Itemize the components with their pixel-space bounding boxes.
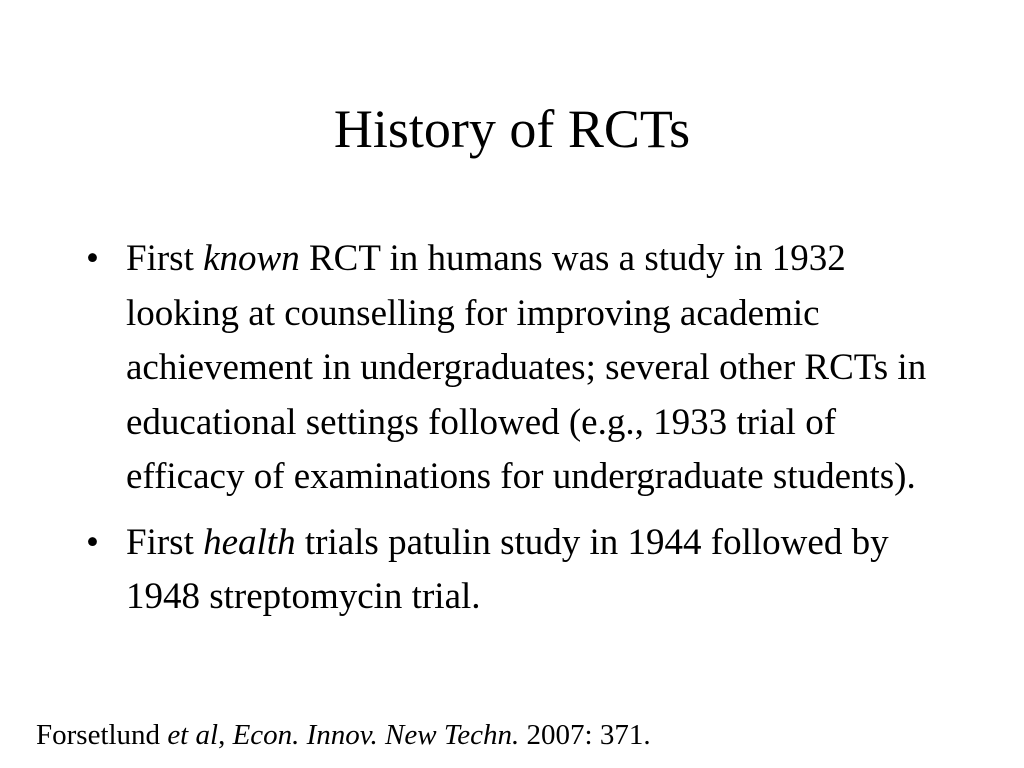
bullet-dot-icon: • [86,521,99,563]
bullet-item-1 [78,232,928,505]
bullet-2-prefix: First [126,521,204,563]
bullet-1-prefix: First [126,238,204,279]
bullet-dot-icon: • [86,238,99,279]
footnote-etal: et al [167,719,219,751]
bullet-list [78,232,928,636]
bullet-2-text: trials patulin study in 1944 followed by 1948 streptomycin trial. [126,521,889,617]
footnote-author: Forsetlund [36,719,168,751]
footnote-citation [36,718,651,753]
bullet-2-emphasis: health [203,521,296,563]
bullet-item-2 [78,516,928,625]
bullet-1-emphasis: known [203,238,300,279]
bullet-1-text: RCT in humans was a study in 1932 looking at counselling for improving academic achievement in undergraduates; several other RCTs in educational settings followed (e.g., 1933 trial of efficacy of examinations for undergraduate students). [126,238,927,497]
footnote-comma: , [218,719,233,751]
footnote-year-page: 2007: 371. [519,719,651,751]
slide-title: History of RCTs [333,99,691,159]
footnote-journal: Econ. Innov. New Techn. [232,719,520,751]
